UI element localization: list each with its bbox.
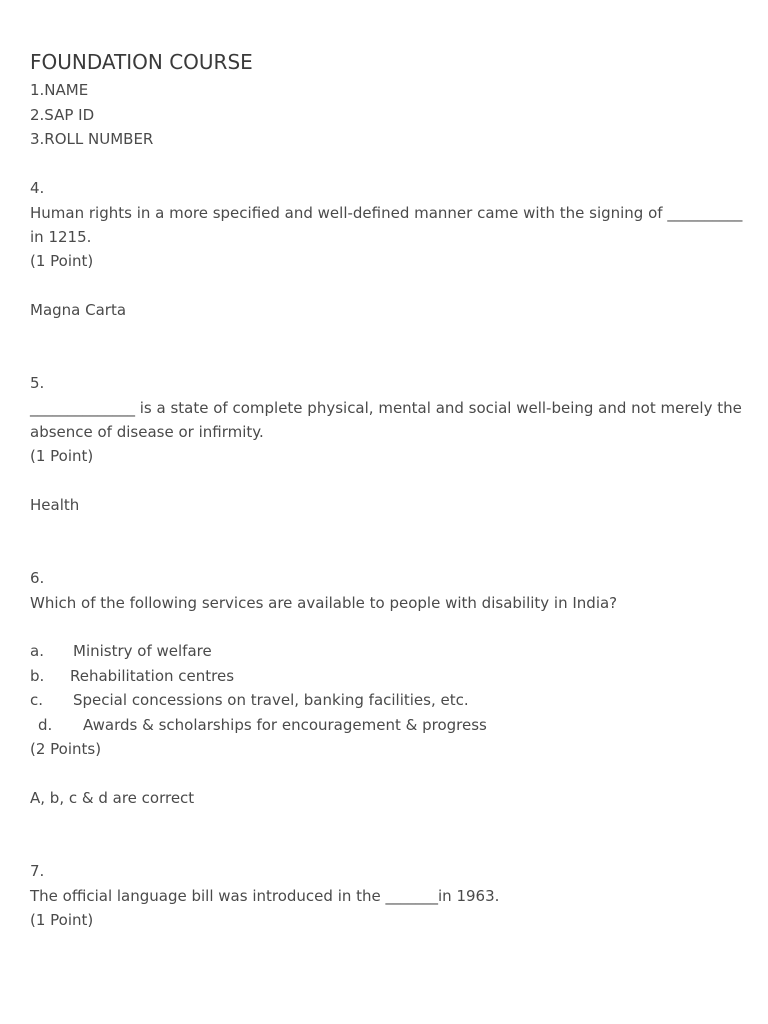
question-5-answer: Health: [30, 496, 80, 514]
question-5-points: (1 Point): [30, 447, 94, 465]
option-d-letter: d.: [38, 716, 53, 734]
question-4-number: 4.: [30, 179, 45, 197]
question-7-points: (1 Point): [30, 911, 94, 929]
question-4-answer: Magna Carta: [30, 301, 127, 319]
question-6-number: 6.: [30, 569, 45, 587]
question-6-points: (2 Points): [30, 740, 102, 758]
page-title: FOUNDATION COURSE: [30, 50, 253, 74]
option-c: [30, 688, 469, 712]
question-5-text: ______________ is a state of complete physical, mental and social well-being and not merely the: [30, 399, 742, 417]
option-c-text: Special concessions on travel, banking facilities, etc.: [73, 691, 469, 709]
question-5-number: 5.: [30, 374, 45, 392]
question-6-answer: A, b, c & d are correct: [30, 789, 195, 807]
option-b-letter: b.: [30, 667, 45, 685]
question-4-points: (1 Point): [30, 252, 94, 270]
option-d: [38, 713, 487, 737]
option-a-text: Ministry of welfare: [73, 642, 212, 660]
question-6-text: Which of the following services are available to people with disability in India?: [30, 594, 618, 612]
option-a-letter: a.: [30, 642, 44, 660]
question-5-text-continued: absence of disease or infirmity.: [30, 423, 264, 441]
question-7-number: 7.: [30, 862, 45, 880]
option-b: [30, 664, 234, 688]
option-d-text: Awards & scholarships for encouragement & progress: [83, 716, 487, 734]
question-4-text-continued: in 1215.: [30, 228, 92, 246]
option-a: [30, 639, 212, 663]
question-4-text: Human rights in a more specified and well-defined manner came with the signing of __________: [30, 204, 743, 222]
field-sap-id: 2.SAP ID: [30, 106, 95, 124]
field-roll-number: 3.ROLL NUMBER: [30, 130, 154, 148]
option-c-letter: c.: [30, 691, 44, 709]
field-name: 1.NAME: [30, 81, 89, 99]
option-b-text: Rehabilitation centres: [70, 667, 235, 685]
question-7-text: The official language bill was introduced in the _______in 1963.: [30, 887, 500, 905]
